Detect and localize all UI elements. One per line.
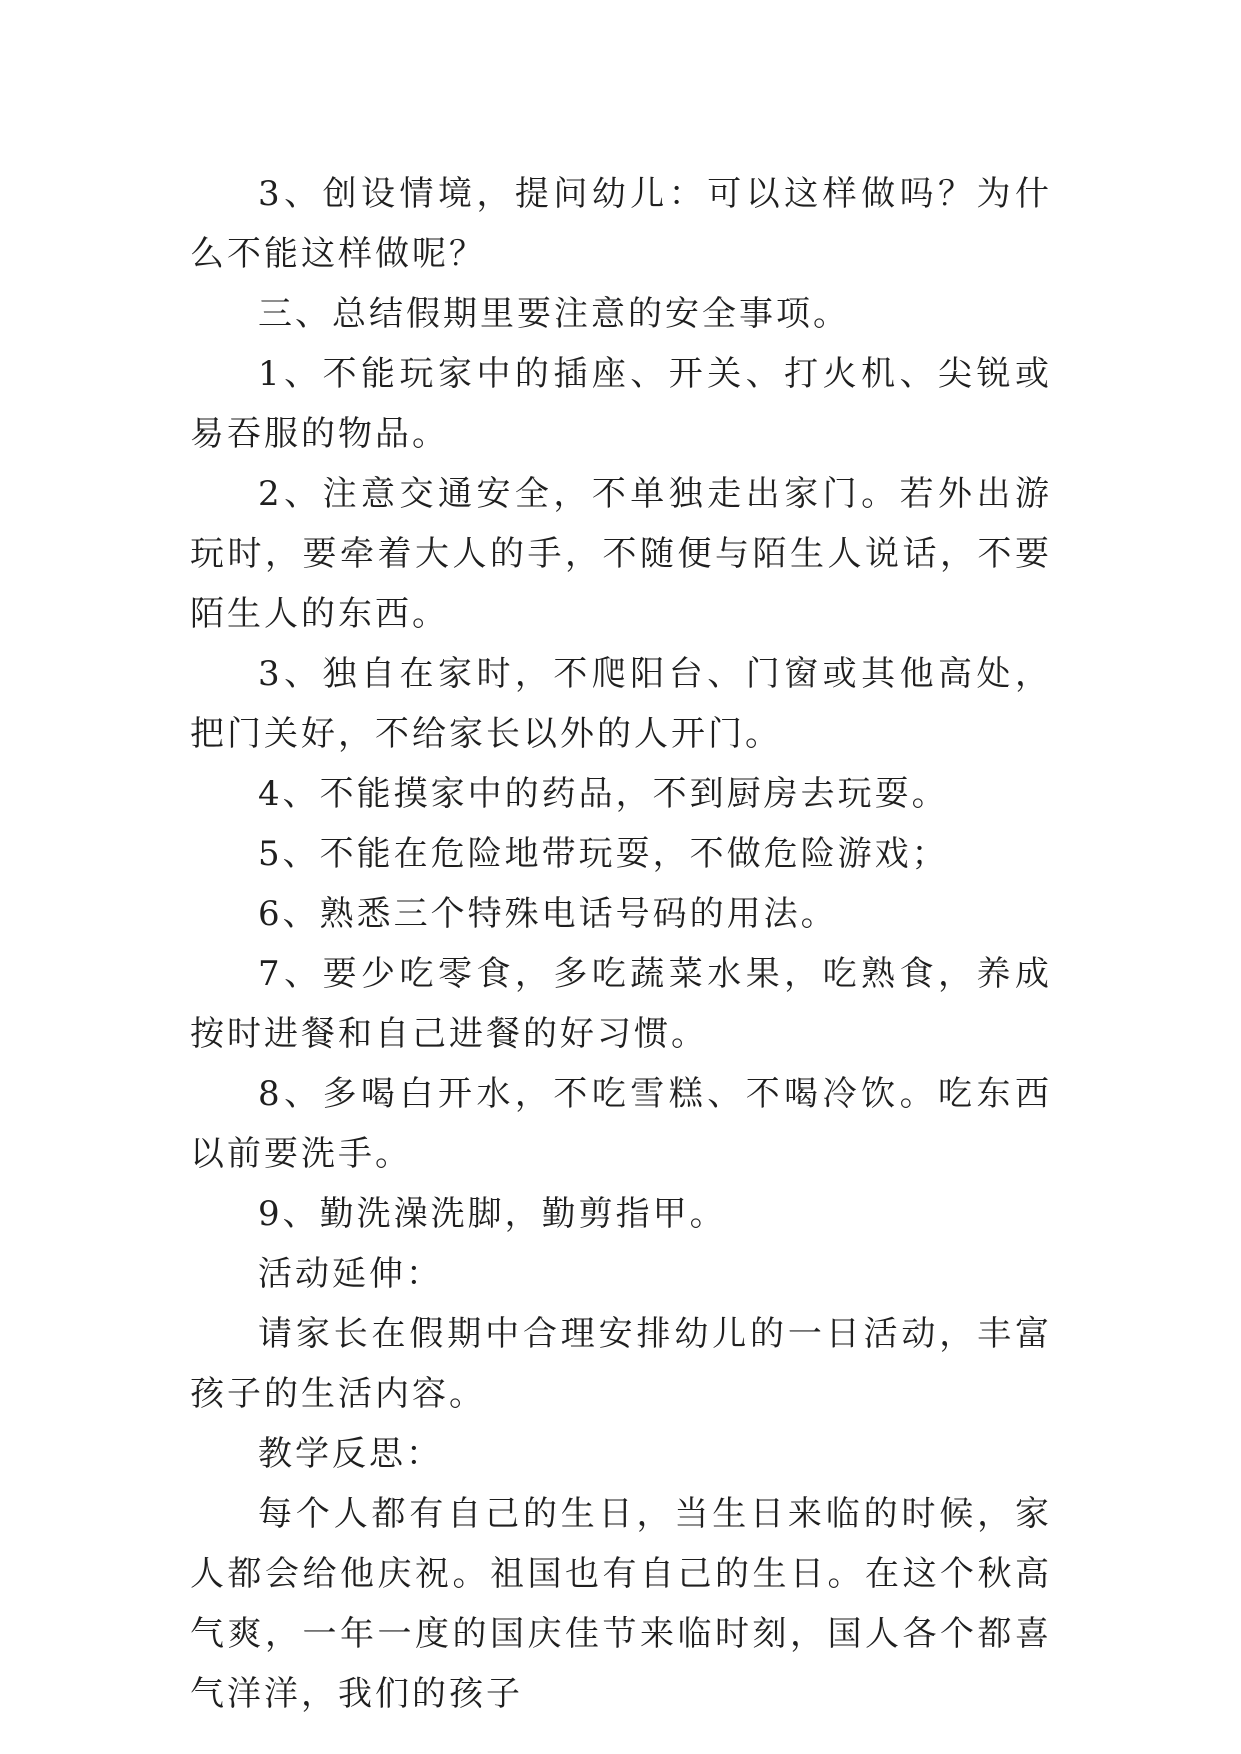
document-body — [190, 164, 1052, 1724]
paragraph-extension-body: 请家长在假期中合理安排幼儿的一日活动，丰富孩子的生活内容。 — [190, 1314, 1052, 1414]
paragraph-reflection-heading: 教学反思： — [258, 1434, 443, 1474]
paragraph-rule-5: 5、不能在危险地带玩耍，不做危险游戏； — [258, 834, 949, 874]
paragraph-extension-heading: 活动延伸： — [258, 1254, 443, 1294]
paragraph-rule-6: 6、熟悉三个特殊电话号码的用法。 — [258, 894, 838, 934]
paragraph-rule-8: 8、多喝白开水，不吃雪糕、不喝冷饮。吃东西以前要洗手。 — [190, 1074, 1052, 1174]
paragraph-rule-4: 4、不能摸家中的药品，不到厨房去玩耍。 — [258, 774, 949, 814]
paragraph-rule-3: 3、独自在家时，不爬阳台、门窗或其他高处，把门关好，不给家长以外的人开门。 — [190, 654, 1052, 754]
paragraph-section-3-heading: 三、总结假期里要注意的安全事项。 — [258, 294, 850, 334]
paragraph-rule-9: 9、勤洗澡洗脚，勤剪指甲。 — [258, 1194, 727, 1234]
paragraph-step-3-scenario: 3、创设情境，提问幼儿：可以这样做吗？为什么不能这样做呢？ — [190, 174, 1052, 274]
paragraph-reflection-body: 每个人都有自己的生日，当生日来临的时候，家人都会给他庆祝。祖国也有自己的生日。在这个秋高气爽，一年一度的国庆佳节来临时刻，国人各个都喜气洋洋，我们的孩子 — [190, 1494, 1052, 1714]
paragraph-rule-1: 1、不能玩家中的插座、开关、打火机、尖锐或易吞服的物品。 — [190, 354, 1052, 454]
paragraph-rule-2: 2、注意交通安全，不单独走出家门。若外出游玩时，要牵着大人的手，不随便与陌生人说话，不要陌生人的东西。 — [190, 474, 1052, 634]
paragraph-rule-7: 7、要少吃零食，多吃蔬菜水果，吃熟食，养成按时进餐和自己进餐的好习惯。 — [190, 954, 1052, 1054]
